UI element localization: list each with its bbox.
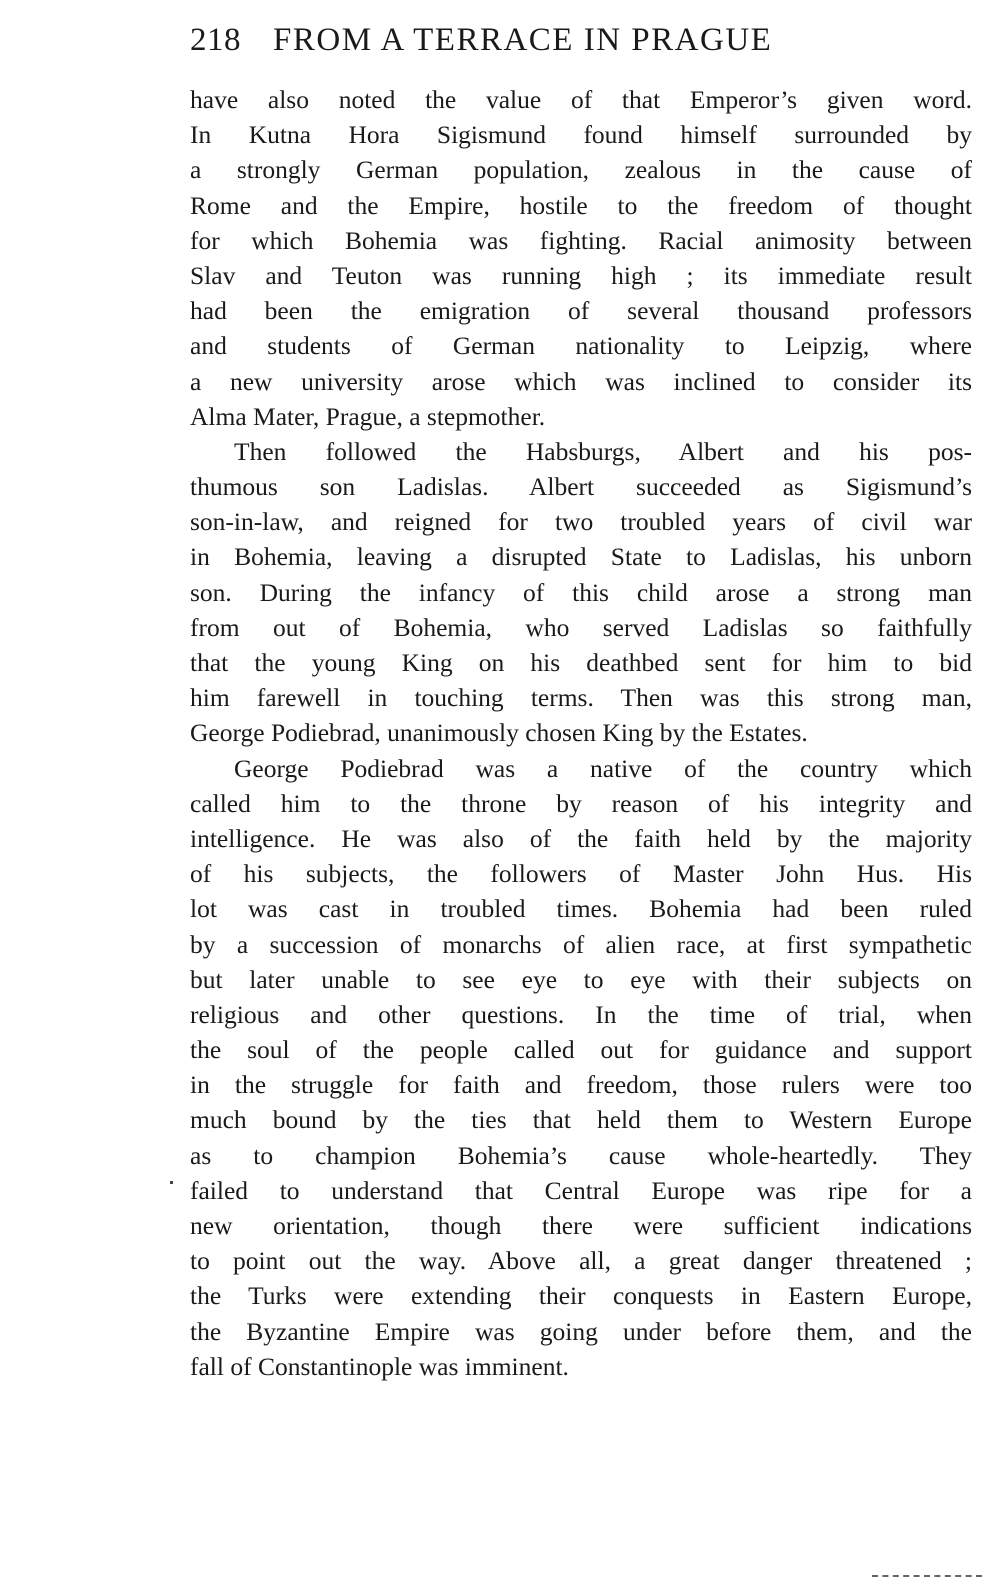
text-line: as to champion Bohemia’s cause whole-heartedly. They: [190, 1140, 972, 1170]
text-line: George Podiebrad was a native of the country which: [234, 753, 972, 783]
text-line: a strongly German population, zealous in the cause of: [190, 155, 972, 185]
text-line: the Turks were extending their conquests in Eastern Europe,: [190, 1281, 972, 1311]
text-line: intelligence. He was also of the faith held by the majority: [190, 823, 972, 853]
text-line: of his subjects, the followers of Master John Hus. His: [190, 859, 972, 889]
running-head: [190, 22, 980, 70]
text-line: have also noted the value of that Emperor’s given word.: [190, 85, 972, 114]
text-line: religious and other questions. In the time of trial, when: [190, 999, 972, 1029]
page-number: 218: [190, 22, 241, 58]
text-line: from out of Bohemia, who served Ladislas so faithfully: [190, 612, 972, 642]
paragraph: [190, 434, 972, 751]
text-line: son-in-law, and reigned for two troubled years of civil war: [190, 507, 972, 537]
text-line: in Bohemia, leaving a disrupted State to Ladislas, his unborn: [190, 542, 972, 572]
text-line: Rome and the Empire, hostile to the freedom of thought: [190, 190, 972, 220]
text-line: failed to understand that Central Europe was ripe for a: [190, 1175, 972, 1205]
text-line: new orientation, though there were sufficient indications: [190, 1211, 972, 1240]
text-line: much bound by the ties that held them to Western Europe: [190, 1105, 972, 1135]
text-line: but later unable to see eye to eye with their subjects on: [190, 964, 972, 994]
text-line: him farewell in touching terms. Then was this strong man,: [190, 683, 972, 713]
text-line: Slav and Teuton was running high ; its immediate result: [190, 260, 972, 290]
text-line: had been the emigration of several thousand professors: [190, 296, 972, 326]
text-line: lot was cast in troubled times. Bohemia had been ruled: [190, 894, 972, 924]
text-line: in the struggle for faith and freedom, those rulers were too: [190, 1070, 972, 1100]
text-line: son. During the infancy of this child arose a strong man: [190, 577, 972, 607]
footer-rule: [872, 1575, 982, 1579]
margin-mark: [170, 1181, 173, 1184]
text-line: the Byzantine Empire was going under before them, and the: [190, 1316, 972, 1346]
body-text: [190, 82, 972, 1384]
text-line: thumous son Ladislas. Albert succeeded as Sigismund’s: [190, 472, 972, 502]
text-line: and students of German nationality to Leipzig, where: [190, 331, 972, 361]
text-line: Then followed the Habsburgs, Albert and his pos-: [234, 436, 972, 466]
text-line: In Kutna Hora Sigismund found himself surrounded by: [190, 120, 972, 150]
text-line: that the young King on his deathbed sent for him to bid: [190, 648, 972, 677]
text-line: a new university arose which was inclined to consider its: [190, 366, 972, 396]
text-line: Alma Mater, Prague, a stepmother.: [190, 401, 546, 431]
text-line: by a succession of monarchs of alien race, at first sympathetic: [190, 929, 972, 959]
text-line: for which Bohemia was fighting. Racial animosity between: [190, 225, 972, 255]
text-line: called him to the throne by reason of his integrity and: [190, 788, 972, 818]
text-line: George Podiebrad, unanimously chosen King by the Estates.: [190, 718, 808, 748]
text-line: fall of Constantinople was imminent.: [190, 1351, 569, 1381]
paragraph: [190, 751, 972, 1384]
text-line: to point out the way. Above all, a great danger threatened ;: [190, 1246, 972, 1276]
text-line: the soul of the people called out for guidance and support: [190, 1035, 972, 1065]
running-title: FROM A TERRACE IN PRAGUE: [273, 22, 773, 58]
paragraph: [190, 82, 972, 434]
